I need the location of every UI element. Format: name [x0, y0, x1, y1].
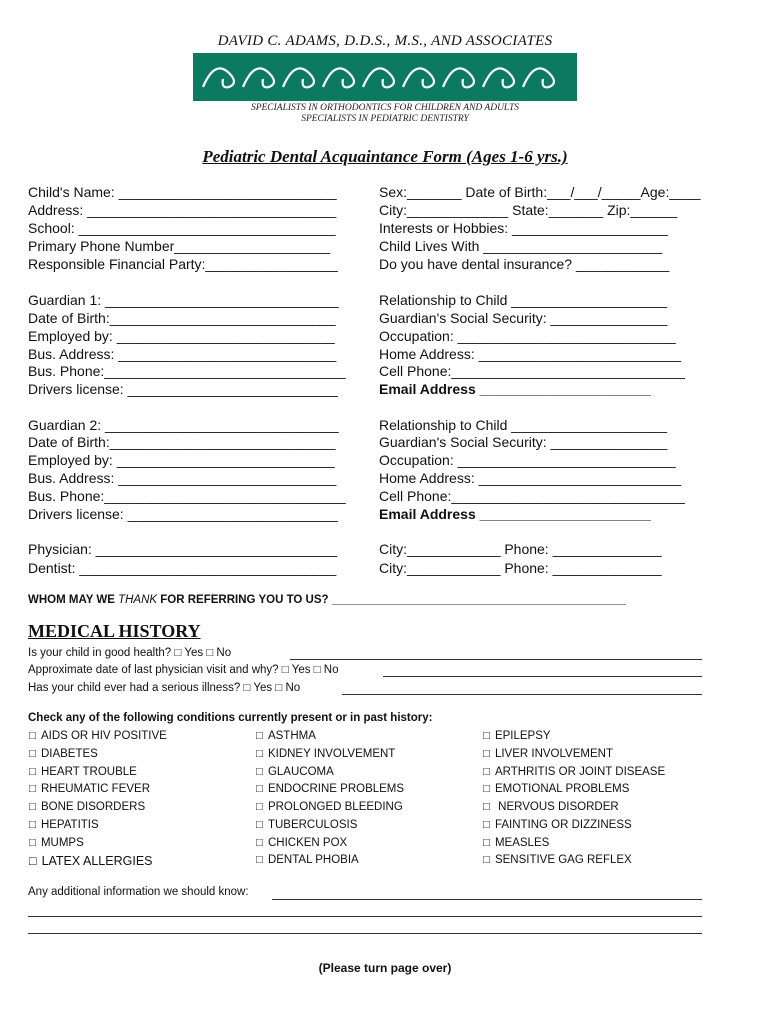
condition-label: RHEUMATIC FEVER: [40, 783, 150, 795]
medical-history-title: MEDICAL HISTORY: [28, 621, 201, 641]
additional-info-label: Any additional information we should know:: [28, 886, 249, 898]
referral-field[interactable]: [28, 594, 626, 606]
guardian-2-relationship-field[interactable]: Relationship to Child ____________________: [379, 417, 668, 433]
checkbox-icon[interactable]: □: [483, 730, 490, 742]
guardian-1-dob-field[interactable]: Date of Birth:_____________________________: [28, 310, 336, 326]
condition-label: DENTAL PHOBIA: [267, 854, 359, 866]
condition-item[interactable]: [483, 801, 619, 813]
physician-city-phone-field[interactable]: City:____________ Phone: ______________: [379, 541, 662, 557]
guardian-2-bus-phone-field[interactable]: Bus. Phone:_______________________________: [28, 488, 346, 504]
guardian-1-email-field[interactable]: Email Address ______________________: [379, 381, 651, 397]
guardian-1-bus-phone-field[interactable]: Bus. Phone:_______________________________: [28, 363, 346, 379]
physician-field[interactable]: Physician: _______________________________: [28, 541, 338, 557]
sex-dob-age-field[interactable]: Sex:_______ Date of Birth:___/___/_____Age:____: [379, 184, 701, 200]
guardian-2-cell-phone-field[interactable]: Cell Phone:______________________________: [379, 488, 685, 504]
hobbies-field[interactable]: Interests or Hobbies: ____________________: [379, 220, 668, 236]
condition-item[interactable]: [29, 819, 99, 831]
guardian-2-license-field[interactable]: Drivers license: ___________________________: [28, 506, 338, 522]
guardian-2-ssn-field[interactable]: Guardian's Social Security: _______________: [379, 434, 668, 450]
checkbox-icon[interactable]: □: [483, 854, 490, 866]
condition-label: ARTHRITIS OR JOINT DISEASE: [494, 766, 666, 778]
child-name-field[interactable]: Child's Name: ____________________________: [28, 184, 337, 200]
condition-label: EMOTIONAL PROBLEMS: [494, 783, 630, 795]
checkbox-icon[interactable]: □: [256, 819, 263, 831]
last-visit-answer-line[interactable]: [383, 676, 702, 677]
guardian-1-license-field[interactable]: Drivers license: ___________________________: [28, 381, 338, 397]
condition-label: LATEX ALLERGIES: [41, 854, 153, 868]
guardian-2-bus-address-field[interactable]: Bus. Address: ____________________________: [28, 470, 337, 486]
checkbox-icon[interactable]: □: [483, 766, 490, 778]
checkbox-icon[interactable]: □: [29, 766, 36, 778]
checkbox-icon[interactable]: □: [29, 730, 36, 742]
child-address-field[interactable]: Address: ________________________________: [28, 202, 337, 218]
guardian-1-relationship-field[interactable]: Relationship to Child ____________________: [379, 292, 668, 308]
checkbox-icon[interactable]: □: [256, 854, 263, 866]
checkbox-icon[interactable]: □: [256, 748, 263, 760]
condition-label: AIDS OR HIV POSITIVE: [40, 730, 167, 742]
guardian-2-email-field[interactable]: Email Address ______________________: [379, 506, 651, 522]
child-school-field[interactable]: School: _________________________________: [28, 220, 336, 236]
condition-item[interactable]: [483, 748, 613, 760]
checkbox-icon[interactable]: □: [29, 748, 36, 760]
condition-item[interactable]: [483, 819, 632, 831]
guardian-1-ssn-field[interactable]: Guardian's Social Security: _______________: [379, 310, 668, 326]
condition-item[interactable]: [29, 766, 137, 778]
condition-item[interactable]: [29, 801, 145, 813]
form-title: Pediatric Dental Acquaintance Form (Ages 1-6 yrs.): [202, 147, 568, 166]
condition-item[interactable]: [483, 766, 665, 778]
checkbox-icon[interactable]: □: [256, 837, 263, 849]
condition-label: CHICKEN POX: [267, 837, 348, 849]
specialty-line-2: SPECIALISTS IN PEDIATRIC DENTISTRY: [301, 114, 469, 124]
checkbox-icon[interactable]: □: [29, 854, 37, 868]
condition-item[interactable]: [256, 854, 359, 866]
guardian-1-cell-phone-field[interactable]: Cell Phone:______________________________: [379, 363, 685, 379]
condition-label: LIVER INVOLVEMENT: [494, 748, 613, 760]
guardian-1-name-field[interactable]: Guardian 1: ______________________________: [28, 292, 339, 308]
condition-item[interactable]: [256, 783, 404, 795]
condition-item[interactable]: [483, 854, 632, 866]
condition-label: HEART TROUBLE: [40, 766, 137, 778]
condition-label: SENSITIVE GAG REFLEX: [494, 854, 632, 866]
condition-item[interactable]: [483, 730, 551, 742]
last-visit-question[interactable]: Approximate date of last physician visit and why? □ Yes □ No: [28, 664, 339, 676]
serious-illness-answer-line[interactable]: [342, 694, 702, 695]
additional-info-line-2[interactable]: [28, 916, 702, 917]
condition-label: TUBERCULOSIS: [267, 819, 358, 831]
condition-label: ASTHMA: [267, 730, 316, 742]
checkbox-icon[interactable]: □: [256, 730, 263, 742]
practice-logo-banner: [193, 53, 577, 101]
referral-emphasis: THANK: [118, 594, 158, 606]
condition-label: ENDOCRINE PROBLEMS: [267, 783, 405, 795]
good-health-question[interactable]: Is your child in good health? □ Yes □ No: [28, 647, 232, 659]
guardian-1-employer-field[interactable]: Employed by: ____________________________: [28, 328, 335, 344]
condition-item[interactable]: [256, 730, 316, 742]
checkbox-icon[interactable]: □: [29, 837, 36, 849]
dental-insurance-field[interactable]: Do you have dental insurance? ____________: [379, 256, 670, 272]
condition-label: PROLONGED BLEEDING: [267, 801, 403, 813]
condition-item[interactable]: [29, 837, 84, 849]
guardian-1-bus-address-field[interactable]: Bus. Address: ____________________________: [28, 346, 337, 362]
checkbox-icon[interactable]: □: [483, 801, 490, 813]
checkbox-icon[interactable]: □: [29, 819, 36, 831]
good-health-answer-line[interactable]: [290, 659, 702, 660]
guardian-2-home-address-field[interactable]: Home Address: __________________________: [379, 470, 682, 486]
conditions-heading: Check any of the following conditions currently present or in past history:: [28, 712, 433, 724]
referral-prefix: WHOM MAY WE: [28, 594, 119, 606]
checkbox-icon[interactable]: □: [483, 748, 490, 760]
dentist-city-phone-field[interactable]: City:____________ Phone: ______________: [379, 560, 662, 576]
checkbox-icon[interactable]: □: [29, 801, 36, 813]
condition-label: DIABETES: [40, 748, 98, 760]
child-lives-with-field[interactable]: Child Lives With _______________________: [379, 238, 663, 254]
condition-label: BONE DISORDERS: [40, 801, 146, 813]
condition-label: NERVOUS DISORDER: [494, 801, 619, 813]
condition-label: FAINTING OR DIZZINESS: [494, 819, 632, 831]
specialty-line-1: SPECIALISTS IN ORTHODONTICS FOR CHILDREN AND ADULTS: [250, 103, 520, 113]
condition-item[interactable]: [256, 837, 347, 849]
city-state-zip-field[interactable]: City:_____________ State:_______ Zip:______: [379, 202, 678, 218]
checkbox-icon[interactable]: □: [256, 766, 263, 778]
financial-party-field[interactable]: Responsible Financial Party:_________________: [28, 256, 338, 272]
condition-item[interactable]: [29, 730, 167, 742]
dentist-field[interactable]: Dentist: _________________________________: [28, 560, 337, 576]
guardian-1-occupation-field[interactable]: Occupation: ____________________________: [379, 328, 676, 344]
checkbox-icon[interactable]: □: [256, 783, 263, 795]
condition-item[interactable]: [256, 819, 357, 831]
condition-item[interactable]: [29, 783, 150, 795]
checkbox-icon[interactable]: □: [483, 837, 490, 849]
checkbox-icon[interactable]: □: [483, 819, 490, 831]
referral-suffix: FOR REFERRING YOU TO US? ______________________________________________: [157, 594, 626, 606]
primary-phone-field[interactable]: Primary Phone Number____________________: [28, 238, 330, 254]
condition-label: MUMPS: [40, 837, 84, 849]
guardian-2-occupation-field[interactable]: Occupation: ____________________________: [379, 452, 676, 468]
practice-name: DAVID C. ADAMS, D.D.S., M.S., AND ASSOCIATES: [217, 33, 553, 49]
turn-page-note: (Please turn page over): [318, 961, 452, 975]
condition-item[interactable]: [256, 801, 403, 813]
guardian-2-employer-field[interactable]: Employed by: ____________________________: [28, 452, 335, 468]
condition-item[interactable]: [256, 766, 334, 778]
condition-item[interactable]: [29, 854, 153, 868]
condition-item[interactable]: [483, 783, 629, 795]
condition-label: MEASLES: [494, 837, 550, 849]
checkbox-icon[interactable]: □: [29, 783, 36, 795]
additional-info-line-1[interactable]: [272, 899, 702, 900]
condition-item[interactable]: [256, 748, 395, 760]
guardian-2-name-field[interactable]: Guardian 2: ______________________________: [28, 417, 339, 433]
guardian-2-dob-field[interactable]: Date of Birth:_____________________________: [28, 434, 336, 450]
condition-label: KIDNEY INVOLVEMENT: [267, 748, 396, 760]
guardian-1-home-address-field[interactable]: Home Address: __________________________: [379, 346, 682, 362]
additional-info-line-3[interactable]: [28, 933, 702, 934]
condition-label: EPILEPSY: [494, 730, 551, 742]
condition-label: HEPATITIS: [40, 819, 99, 831]
checkbox-icon[interactable]: □: [483, 783, 490, 795]
serious-illness-question[interactable]: Has your child ever had a serious illness? □ Yes □ No: [28, 682, 301, 694]
checkbox-icon[interactable]: □: [256, 801, 263, 813]
condition-item[interactable]: [483, 837, 549, 849]
condition-label: GLAUCOMA: [267, 766, 334, 778]
condition-item[interactable]: [29, 748, 98, 760]
